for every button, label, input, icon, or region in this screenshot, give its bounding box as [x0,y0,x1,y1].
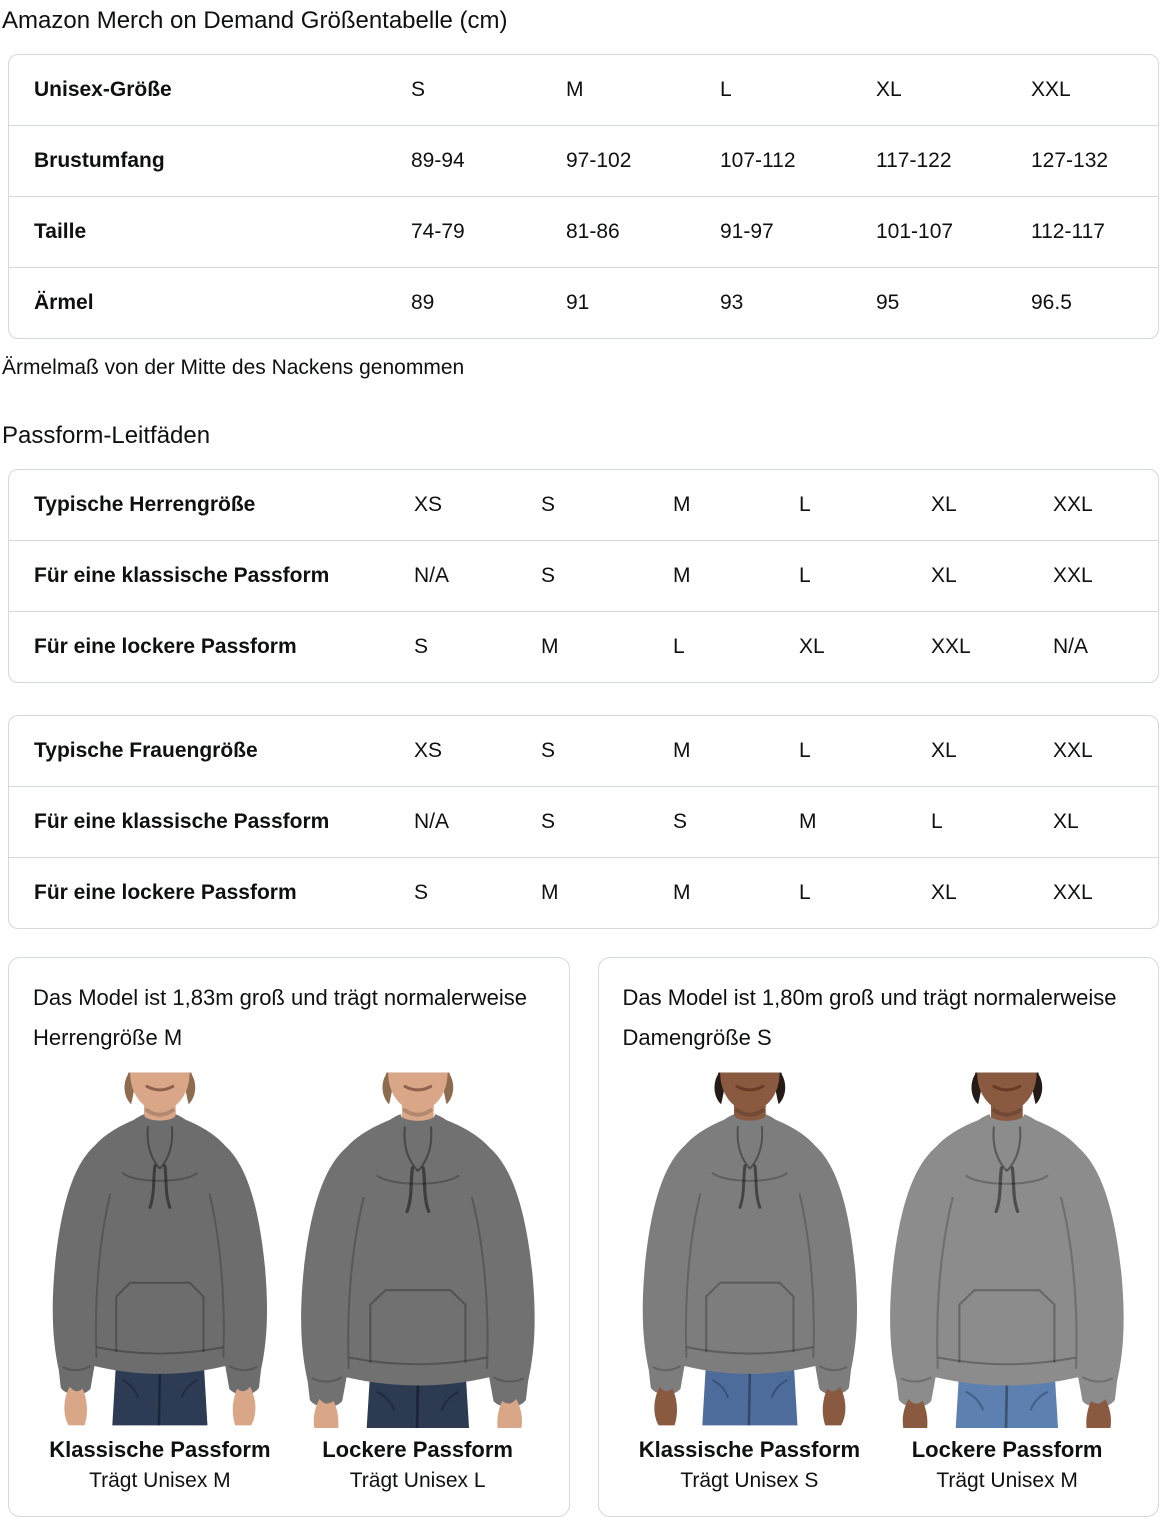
size-cell: S [541,493,556,516]
womens-fit-card [598,957,1160,1517]
row-label: Brustumfang [9,125,411,196]
table-row [9,786,1158,857]
size-cell: XL [799,611,931,682]
size-cell: 89-94 [411,125,566,196]
fit-caption: Klassische Passform [49,1437,271,1462]
size-cell: 117-122 [876,125,1031,196]
fit-caption: Lockere Passform [322,1437,513,1462]
sleeve-note: Ärmelmaß von der Mitte des Nackens genommen [2,356,465,379]
hoodie [53,1114,267,1394]
loose-fit-figure [880,1070,1134,1494]
fit-subcaption: Trägt Unisex L [349,1469,486,1492]
size-cell: M [673,739,691,762]
size-cell: M [799,786,931,857]
size-cell: L [799,857,931,928]
fit-subcaption: Trägt Unisex M [936,1469,1078,1492]
size-cell: 97-102 [566,125,720,196]
hoodie-model-illustration [880,1070,1134,1428]
size-cell: XL [931,540,1053,611]
fit-caption: Klassische Passform [638,1437,861,1462]
row-label: Für eine lockere Passform [9,611,414,682]
size-cell: S [414,611,541,682]
size-cell: S [414,857,541,928]
size-cell: 74-79 [411,196,566,267]
classic-fit-figure [33,1070,287,1494]
row-label: Unisex-Größe [34,78,172,101]
jeans-fly-seam [748,1372,749,1426]
size-cell: M [541,857,673,928]
size-cell: 107-112 [720,125,876,196]
row-label: Für eine klassische Passform [9,786,414,857]
table-row [9,470,1158,540]
model-photo [880,1070,1134,1428]
jeans-fly-seam [417,1383,418,1428]
size-cell: M [541,611,673,682]
size-cell: XS [414,739,443,762]
size-cell: 101-107 [876,196,1031,267]
fit-guides-title: Passform-Leitfäden [2,422,211,449]
size-cell: L [720,78,732,101]
row-label: Typische Frauengröße [34,739,258,762]
size-cell: XXL [1053,540,1158,611]
size-cell: 89 [411,267,566,338]
size-cell: XXL [1053,857,1158,928]
size-cell: L [799,493,811,516]
fit-caption: Lockere Passform [911,1437,1103,1462]
size-cell: 112-117 [1031,196,1158,267]
size-cell: M [673,493,691,516]
hoodie [642,1114,856,1394]
row-label: Ärmel [9,267,411,338]
size-cell: L [799,739,811,762]
row-label: Taille [9,196,411,267]
page-title: Amazon Merch on Demand Größentabelle (cm) [2,7,508,34]
row-label: Für eine lockere Passform [9,857,414,928]
table-row [9,267,1158,338]
size-cell: XL [876,78,902,101]
size-cell: N/A [414,540,541,611]
row-label: Typische Herrengröße [34,493,256,516]
size-cell: S [541,786,673,857]
table-row [9,716,1158,786]
model-photo [623,1070,877,1428]
size-cell: M [673,540,799,611]
model-description: Das Model ist 1,80m groß und trägt normalerweise Damengröße S [622,985,1117,1050]
size-cell: 127-132 [1031,125,1158,196]
size-cell: L [931,786,1053,857]
table-row [9,611,1158,682]
table-row [9,125,1158,196]
size-cell: 91-97 [720,196,876,267]
row-label: Für eine klassische Passform [9,540,414,611]
mens-fit-table [8,469,1159,683]
size-cell: S [411,78,426,101]
size-cell: 93 [720,267,876,338]
model-photo [33,1070,287,1428]
size-cell: L [673,611,799,682]
size-cell: M [673,857,799,928]
hoodie-model-illustration [33,1070,287,1428]
size-cell: XXL [931,611,1053,682]
fit-subcaption: Trägt Unisex M [89,1469,231,1492]
hoodie [301,1114,535,1407]
jeans-fly-seam [1006,1383,1007,1428]
size-cell: XL [1053,786,1158,857]
hoodie [890,1114,1124,1407]
hoodie-model-illustration [623,1070,877,1428]
size-cell: XXL [1031,78,1071,101]
size-cell: N/A [1053,611,1158,682]
size-cell: 81-86 [566,196,720,267]
size-cell: XXL [1053,493,1093,516]
model-description: Das Model ist 1,83m groß und trägt normalerweise Herrengröße M [33,985,527,1050]
model-photo [291,1070,545,1428]
size-cell: L [799,540,931,611]
fit-example-cards [8,957,1159,1517]
size-cell: N/A [414,786,541,857]
hoodie-model-illustration [291,1070,545,1428]
size-cell: XL [931,857,1053,928]
fit-subcaption: Trägt Unisex S [680,1469,819,1492]
size-cell: XL [931,493,957,516]
table-row [9,196,1158,267]
loose-fit-figure [291,1070,545,1494]
size-cell: S [673,786,799,857]
classic-fit-figure [623,1070,877,1494]
size-cell: S [541,540,673,611]
size-table [8,54,1159,339]
size-cell: M [566,78,584,101]
size-cell: 96.5 [1031,267,1158,338]
size-cell: XXL [1053,739,1093,762]
size-cell: 91 [566,267,720,338]
table-row [9,540,1158,611]
size-cell: S [541,739,556,762]
jeans-fly-seam [159,1372,160,1426]
table-row [9,55,1158,125]
size-cell: XS [414,493,443,516]
mens-fit-card [8,957,570,1517]
table-row [9,857,1158,928]
size-cell: XL [931,739,957,762]
womens-fit-table [8,715,1159,929]
size-cell: 95 [876,267,1031,338]
